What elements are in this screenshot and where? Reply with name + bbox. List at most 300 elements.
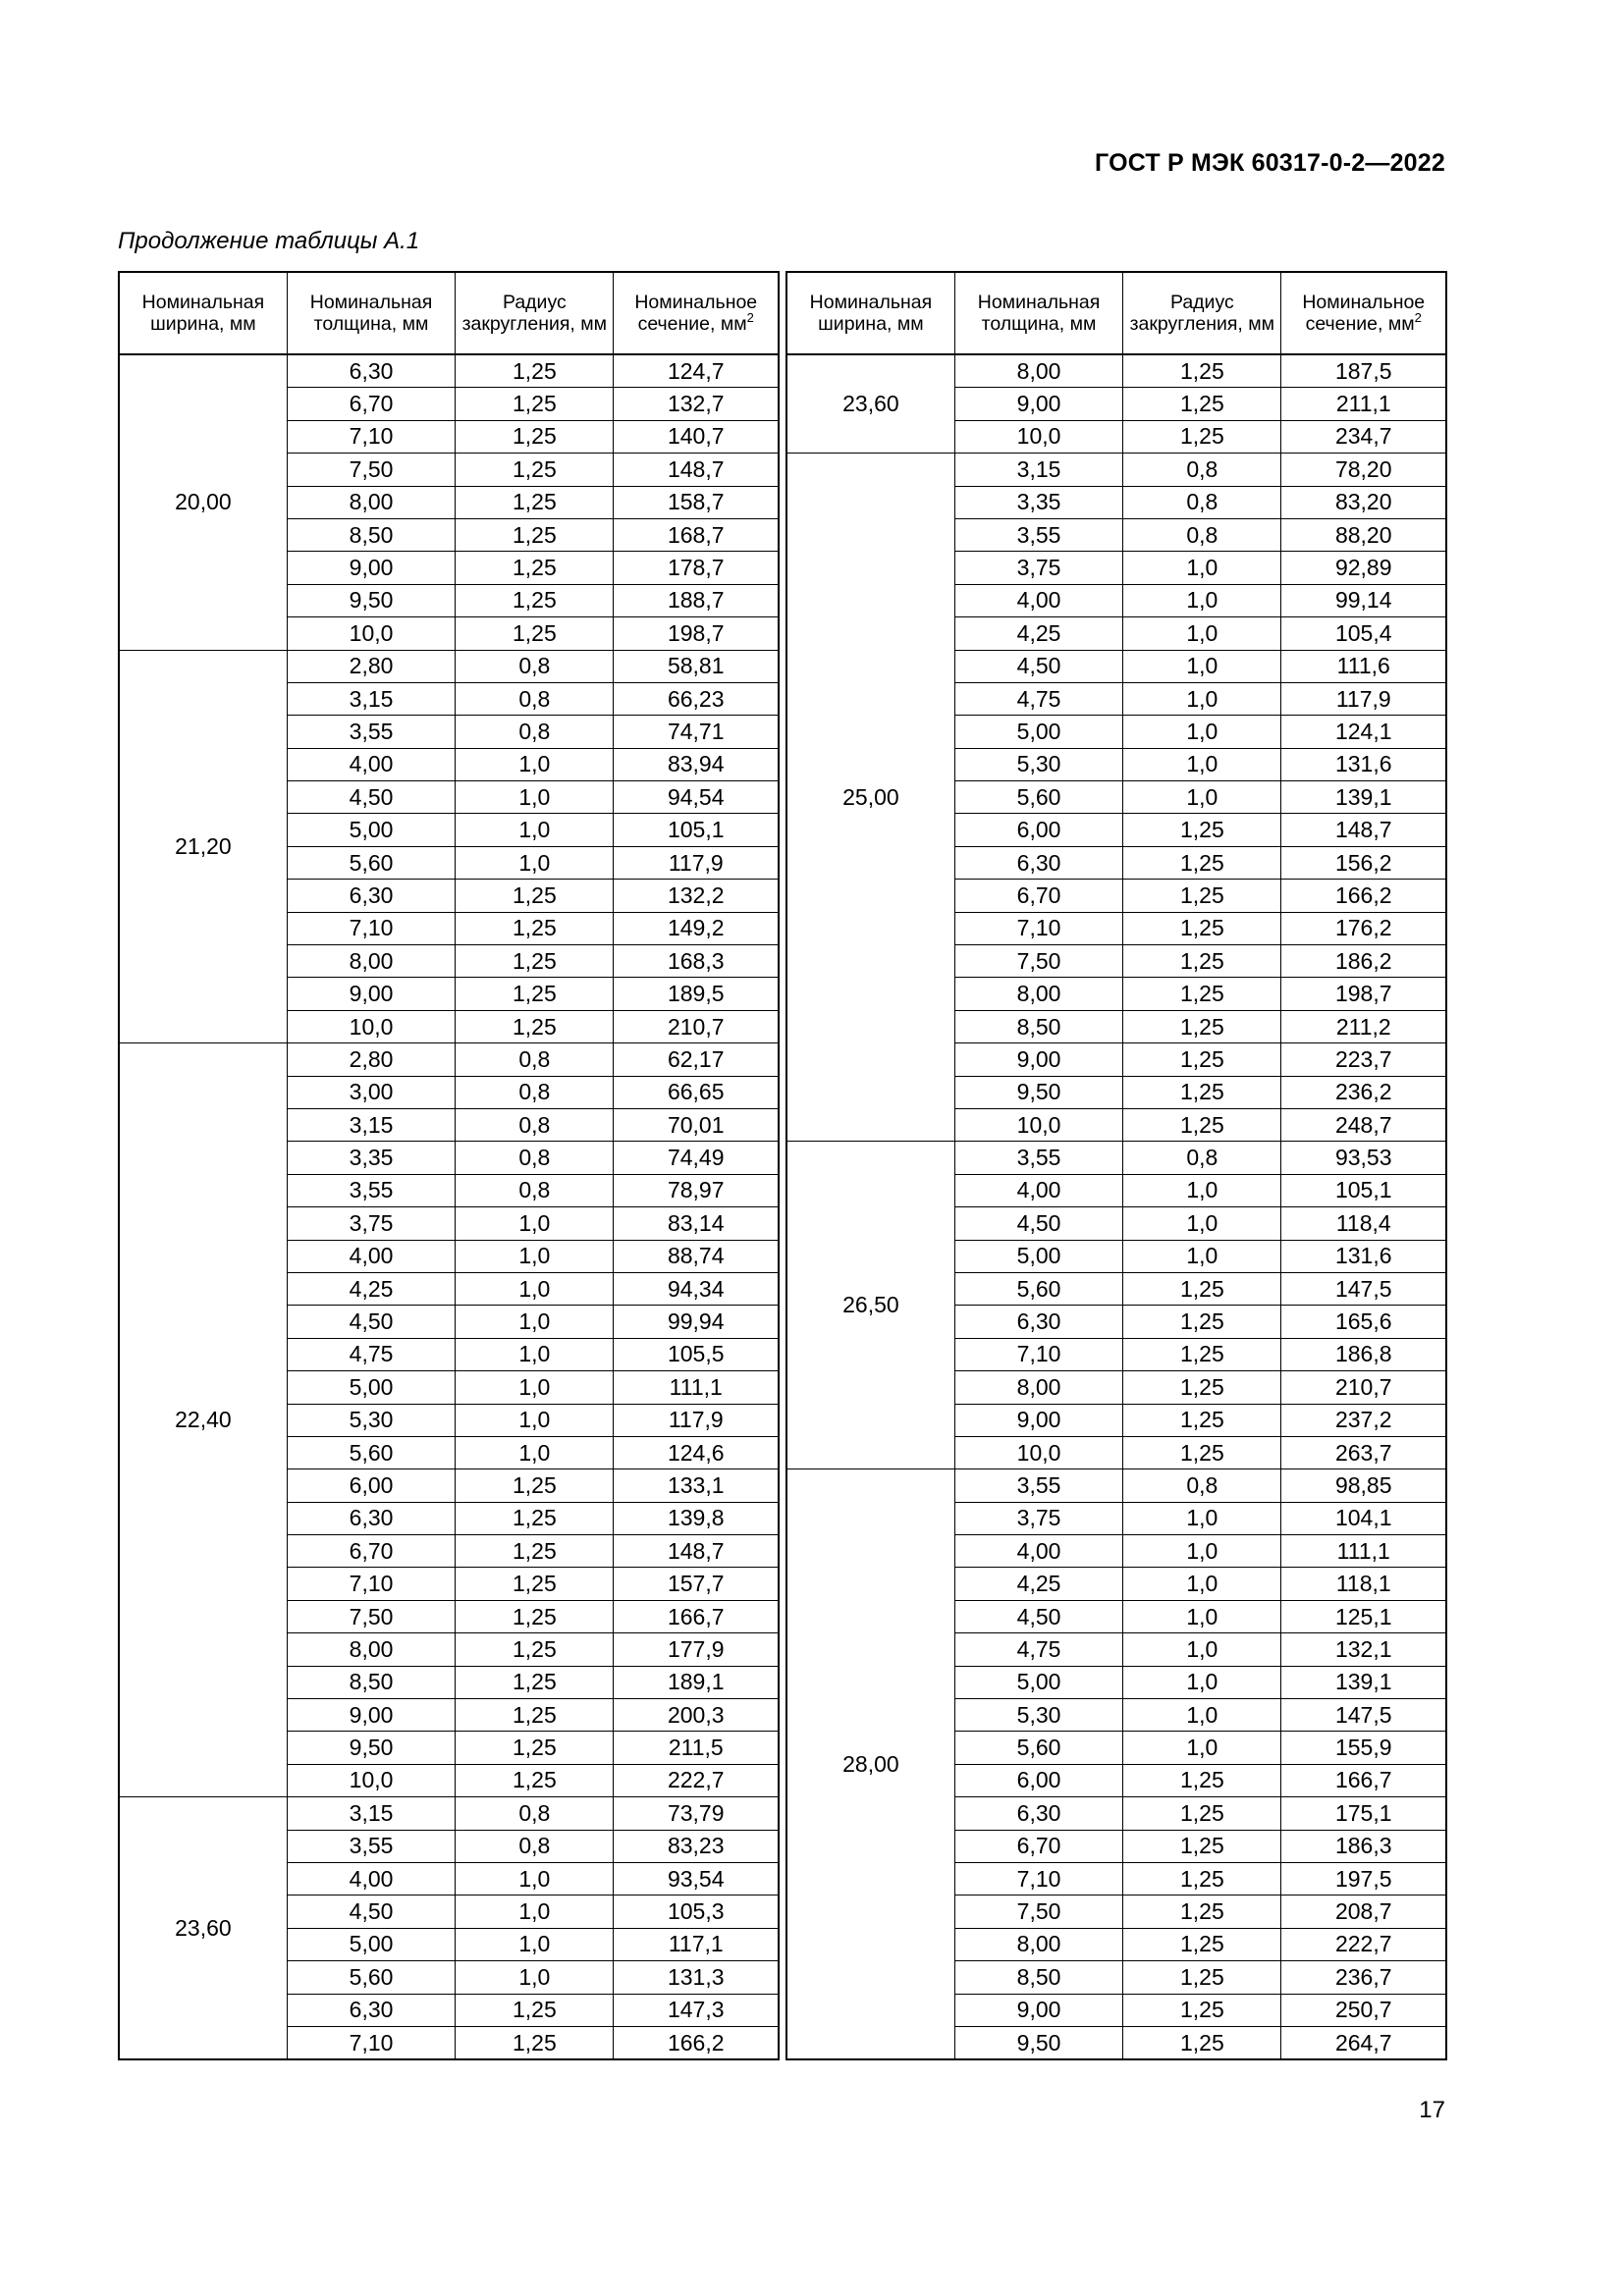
section-cell: 210,7 — [614, 1010, 779, 1042]
radius-cell: 1,25 — [456, 454, 614, 486]
right-table-body — [786, 354, 1446, 2059]
section-cell: 149,2 — [614, 912, 779, 944]
radius-cell: 1,25 — [1123, 1108, 1281, 1141]
thickness-cell: 5,30 — [954, 1699, 1122, 1732]
radius-cell: 1,25 — [1123, 1961, 1281, 1994]
radius-cell: 1,0 — [1123, 1699, 1281, 1732]
thickness-cell: 7,10 — [287, 2026, 455, 2059]
section-cell: 176,2 — [1281, 912, 1446, 944]
section-cell: 105,4 — [1281, 617, 1446, 650]
radius-cell: 1,25 — [456, 1535, 614, 1568]
radius-cell: 1,0 — [456, 1371, 614, 1404]
section-cell: 188,7 — [614, 584, 779, 616]
thickness-cell: 9,00 — [954, 1404, 1122, 1436]
section-cell: 93,53 — [1281, 1142, 1446, 1174]
section-cell: 131,3 — [614, 1961, 779, 1994]
thickness-cell: 9,00 — [954, 1994, 1122, 2026]
section-cell: 94,54 — [614, 781, 779, 814]
thickness-cell: 9,50 — [287, 1732, 455, 1764]
section-cell: 166,2 — [614, 2026, 779, 2059]
section-cell: 236,2 — [1281, 1076, 1446, 1108]
radius-cell: 1,25 — [1123, 1306, 1281, 1338]
thickness-cell: 4,00 — [954, 584, 1122, 616]
section-cell: 104,1 — [1281, 1502, 1446, 1534]
thickness-cell: 9,50 — [287, 584, 455, 616]
section-cell: 198,7 — [614, 617, 779, 650]
radius-cell: 1,25 — [1123, 1338, 1281, 1370]
section-cell: 263,7 — [1281, 1436, 1446, 1468]
radius-cell: 1,25 — [456, 880, 614, 912]
radius-cell: 0,8 — [456, 1830, 614, 1862]
thickness-cell: 4,25 — [954, 1568, 1122, 1600]
radius-cell: 1,0 — [1123, 1568, 1281, 1600]
section-cell: 168,7 — [614, 518, 779, 551]
section-cell: 178,7 — [614, 552, 779, 584]
thickness-cell: 8,00 — [954, 1371, 1122, 1404]
radius-cell: 1,25 — [456, 1633, 614, 1666]
width-cell: 20,00 — [119, 354, 287, 650]
radius-cell: 1,25 — [456, 1568, 614, 1600]
radius-cell: 0,8 — [456, 1076, 614, 1108]
radius-cell: 1,25 — [456, 1994, 614, 2026]
thickness-cell: 5,60 — [287, 846, 455, 879]
section-cell: 189,5 — [614, 978, 779, 1010]
thickness-cell: 3,75 — [954, 1502, 1122, 1534]
thickness-cell: 6,00 — [287, 1469, 455, 1502]
section-cell: 157,7 — [614, 1568, 779, 1600]
table-row — [119, 1797, 779, 1830]
thickness-cell: 8,00 — [954, 354, 1122, 388]
section-cell: 70,01 — [614, 1108, 779, 1141]
thickness-cell: 4,50 — [954, 650, 1122, 682]
section-cell: 210,7 — [1281, 1371, 1446, 1404]
thickness-cell: 6,70 — [954, 880, 1122, 912]
thickness-cell: 10,0 — [287, 1764, 455, 1796]
radius-cell: 0,8 — [1123, 518, 1281, 551]
section-cell: 105,1 — [1281, 1174, 1446, 1206]
thickness-cell: 7,10 — [287, 420, 455, 453]
section-cell: 165,6 — [1281, 1306, 1446, 1338]
thickness-cell: 10,0 — [287, 1010, 455, 1042]
radius-cell: 1,0 — [1123, 748, 1281, 780]
radius-cell: 1,25 — [456, 518, 614, 551]
section-cell: 132,1 — [1281, 1633, 1446, 1666]
section-cell: 66,23 — [614, 682, 779, 715]
section-cell: 83,20 — [1281, 486, 1446, 518]
thickness-cell: 4,50 — [954, 1207, 1122, 1240]
radius-cell: 1,25 — [456, 1600, 614, 1632]
radius-cell: 1,0 — [1123, 1535, 1281, 1568]
section-cell: 147,5 — [1281, 1272, 1446, 1305]
thickness-cell: 2,80 — [287, 650, 455, 682]
radius-cell: 1,25 — [456, 1010, 614, 1042]
radius-cell: 0,8 — [456, 716, 614, 748]
radius-cell: 1,25 — [1123, 1764, 1281, 1796]
thickness-cell: 10,0 — [287, 617, 455, 650]
radius-cell: 1,0 — [456, 1862, 614, 1895]
section-cell: 211,5 — [614, 1732, 779, 1764]
thickness-cell: 5,00 — [287, 1371, 455, 1404]
radius-cell: 1,25 — [456, 420, 614, 453]
left-table-body — [119, 354, 779, 2059]
thickness-cell: 5,60 — [287, 1961, 455, 1994]
col-header-radius: Радиус закругления, мм — [1123, 272, 1281, 354]
radius-cell: 1,25 — [1123, 978, 1281, 1010]
radius-cell: 1,0 — [1123, 1600, 1281, 1632]
thickness-cell: 7,50 — [287, 1600, 455, 1632]
col-header-width: Номинальная ширина, мм — [119, 272, 287, 354]
section-cell: 98,85 — [1281, 1469, 1446, 1502]
thickness-cell: 3,75 — [287, 1207, 455, 1240]
radius-cell: 1,25 — [456, 552, 614, 584]
radius-cell: 1,25 — [456, 2026, 614, 2059]
radius-cell: 1,25 — [1123, 388, 1281, 420]
thickness-cell: 4,25 — [287, 1272, 455, 1305]
header-row — [119, 272, 779, 354]
section-cell: 223,7 — [1281, 1043, 1446, 1076]
radius-cell: 1,0 — [456, 1961, 614, 1994]
section-cell: 177,9 — [614, 1633, 779, 1666]
page-number: 17 — [1419, 2097, 1445, 2123]
section-cell: 99,94 — [614, 1306, 779, 1338]
section-cell: 125,1 — [1281, 1600, 1446, 1632]
thickness-cell: 6,30 — [954, 846, 1122, 879]
section-cell: 74,49 — [614, 1142, 779, 1174]
thickness-cell: 9,50 — [954, 2026, 1122, 2059]
thickness-cell: 7,10 — [954, 912, 1122, 944]
width-cell: 23,60 — [119, 1797, 287, 2060]
thickness-cell: 3,75 — [954, 552, 1122, 584]
section-cell: 186,3 — [1281, 1830, 1446, 1862]
radius-cell: 1,25 — [1123, 1994, 1281, 2026]
section-cell: 66,65 — [614, 1076, 779, 1108]
thickness-cell: 4,25 — [954, 617, 1122, 650]
width-cell: 28,00 — [786, 1469, 954, 2060]
section-cell: 222,7 — [614, 1764, 779, 1796]
section-cell: 117,9 — [614, 1404, 779, 1436]
thickness-cell: 5,00 — [954, 1240, 1122, 1272]
thickness-cell: 3,00 — [287, 1076, 455, 1108]
radius-cell: 1,25 — [1123, 354, 1281, 388]
radius-cell: 1,0 — [1123, 1207, 1281, 1240]
section-label: Номинальное сечение, мм — [634, 292, 758, 335]
thickness-cell: 4,00 — [954, 1535, 1122, 1568]
section-cell: 222,7 — [1281, 1928, 1446, 1960]
radius-cell: 1,0 — [1123, 716, 1281, 748]
thickness-cell: 4,50 — [287, 781, 455, 814]
radius-cell: 1,0 — [456, 781, 614, 814]
section-cell: 264,7 — [1281, 2026, 1446, 2059]
radius-cell: 1,0 — [456, 1338, 614, 1370]
radius-cell: 0,8 — [456, 1108, 614, 1141]
radius-cell: 1,25 — [1123, 880, 1281, 912]
thickness-cell: 5,00 — [287, 814, 455, 846]
radius-cell: 1,0 — [1123, 1240, 1281, 1272]
thickness-cell: 6,00 — [954, 814, 1122, 846]
radius-cell: 1,25 — [456, 945, 614, 978]
section-cell: 99,14 — [1281, 584, 1446, 616]
width-cell: 21,20 — [119, 650, 287, 1043]
section-cell: 148,7 — [614, 1535, 779, 1568]
col-header-section — [614, 272, 779, 354]
section-cell: 186,8 — [1281, 1338, 1446, 1370]
thickness-cell: 9,00 — [287, 978, 455, 1010]
section-cell: 139,8 — [614, 1502, 779, 1534]
section-cell: 124,7 — [614, 354, 779, 388]
thickness-cell: 9,00 — [287, 1699, 455, 1732]
thickness-cell: 10,0 — [954, 420, 1122, 453]
radius-cell: 1,25 — [456, 1666, 614, 1698]
radius-cell: 0,8 — [456, 1142, 614, 1174]
radius-cell: 1,25 — [1123, 2026, 1281, 2059]
header-row — [786, 272, 1446, 354]
section-cell: 132,7 — [614, 388, 779, 420]
thickness-cell: 8,50 — [954, 1961, 1122, 1994]
thickness-cell: 3,55 — [287, 716, 455, 748]
section-cell: 94,34 — [614, 1272, 779, 1305]
radius-cell: 1,0 — [1123, 1502, 1281, 1534]
section-cell: 211,1 — [1281, 388, 1446, 420]
section-cell: 189,1 — [614, 1666, 779, 1698]
thickness-cell: 8,00 — [287, 1633, 455, 1666]
section-cell: 158,7 — [614, 486, 779, 518]
thickness-cell: 3,15 — [287, 1797, 455, 1830]
section-cell: 155,9 — [1281, 1732, 1446, 1764]
thickness-cell: 6,30 — [954, 1306, 1122, 1338]
radius-cell: 1,0 — [456, 1436, 614, 1468]
width-cell: 26,50 — [786, 1142, 954, 1469]
thickness-cell: 5,60 — [954, 781, 1122, 814]
section-cell: 211,2 — [1281, 1010, 1446, 1042]
radius-cell: 1,0 — [1123, 584, 1281, 616]
radius-cell: 1,25 — [456, 486, 614, 518]
thickness-cell: 7,10 — [954, 1862, 1122, 1895]
thickness-cell: 3,55 — [287, 1830, 455, 1862]
radius-cell: 1,25 — [1123, 1862, 1281, 1895]
thickness-cell: 9,00 — [954, 388, 1122, 420]
radius-cell: 1,25 — [1123, 1404, 1281, 1436]
width-cell: 23,60 — [786, 354, 954, 454]
radius-cell: 1,25 — [1123, 912, 1281, 944]
thickness-cell: 5,00 — [287, 1928, 455, 1960]
thickness-cell: 9,50 — [954, 1076, 1122, 1108]
thickness-cell: 3,55 — [954, 1469, 1122, 1502]
section-cell: 83,94 — [614, 748, 779, 780]
radius-cell: 1,0 — [456, 1272, 614, 1305]
thickness-cell: 10,0 — [954, 1436, 1122, 1468]
left-table — [118, 271, 780, 2060]
radius-cell: 1,25 — [1123, 1010, 1281, 1042]
radius-cell: 1,0 — [1123, 682, 1281, 715]
radius-cell: 1,0 — [1123, 617, 1281, 650]
table-row — [119, 1043, 779, 1076]
section-cell: 78,97 — [614, 1174, 779, 1206]
radius-cell: 1,0 — [456, 1207, 614, 1240]
section-cell: 58,81 — [614, 650, 779, 682]
thickness-cell: 4,50 — [287, 1306, 455, 1338]
radius-cell: 1,25 — [456, 1699, 614, 1732]
section-cell: 124,6 — [614, 1436, 779, 1468]
thickness-cell: 10,0 — [954, 1108, 1122, 1141]
thickness-cell: 7,50 — [954, 1896, 1122, 1928]
section-cell: 200,3 — [614, 1699, 779, 1732]
radius-cell: 1,25 — [1123, 945, 1281, 978]
section-superscript: 2 — [1414, 310, 1422, 325]
radius-cell: 1,0 — [456, 1404, 614, 1436]
thickness-cell: 7,10 — [954, 1338, 1122, 1370]
section-cell: 197,5 — [1281, 1862, 1446, 1895]
thickness-cell: 6,30 — [287, 880, 455, 912]
radius-cell: 1,25 — [456, 617, 614, 650]
section-cell: 234,7 — [1281, 420, 1446, 453]
radius-cell: 1,0 — [1123, 552, 1281, 584]
radius-cell: 1,25 — [1123, 1371, 1281, 1404]
radius-cell: 0,8 — [1123, 1142, 1281, 1174]
radius-cell: 1,25 — [1123, 1076, 1281, 1108]
thickness-cell: 4,75 — [954, 682, 1122, 715]
table-row — [119, 354, 779, 388]
radius-cell: 1,0 — [456, 1240, 614, 1272]
section-cell: 118,1 — [1281, 1568, 1446, 1600]
radius-cell: 0,8 — [1123, 454, 1281, 486]
thickness-cell: 4,00 — [954, 1174, 1122, 1206]
section-cell: 148,7 — [614, 454, 779, 486]
thickness-cell: 3,15 — [954, 454, 1122, 486]
section-cell: 147,3 — [614, 1994, 779, 2026]
radius-cell: 1,25 — [1123, 420, 1281, 453]
section-label: Номинальное сечение, мм — [1302, 292, 1426, 335]
thickness-cell: 6,00 — [954, 1764, 1122, 1796]
section-cell: 187,5 — [1281, 354, 1446, 388]
section-cell: 237,2 — [1281, 1404, 1446, 1436]
thickness-cell: 3,15 — [287, 1108, 455, 1141]
section-cell: 186,2 — [1281, 945, 1446, 978]
radius-cell: 1,0 — [1123, 1174, 1281, 1206]
section-cell: 117,1 — [614, 1928, 779, 1960]
thickness-cell: 6,70 — [287, 1535, 455, 1568]
radius-cell: 1,0 — [456, 1896, 614, 1928]
thickness-cell: 3,55 — [954, 1142, 1122, 1174]
table-row — [786, 354, 1446, 388]
section-cell: 168,3 — [614, 945, 779, 978]
radius-cell: 1,0 — [1123, 781, 1281, 814]
section-cell: 156,2 — [1281, 846, 1446, 879]
section-cell: 111,6 — [1281, 650, 1446, 682]
section-cell: 83,14 — [614, 1207, 779, 1240]
col-header-radius: Радиус закругления, мм — [456, 272, 614, 354]
table-row — [119, 650, 779, 682]
thickness-cell: 4,75 — [287, 1338, 455, 1370]
radius-cell: 1,25 — [456, 1732, 614, 1764]
thickness-cell: 5,60 — [954, 1272, 1122, 1305]
section-cell: 111,1 — [614, 1371, 779, 1404]
section-cell: 74,71 — [614, 716, 779, 748]
thickness-cell: 6,70 — [954, 1830, 1122, 1862]
radius-cell: 1,0 — [456, 846, 614, 879]
table-row — [786, 454, 1446, 486]
radius-cell: 1,25 — [456, 978, 614, 1010]
section-cell: 105,5 — [614, 1338, 779, 1370]
radius-cell: 1,0 — [456, 1928, 614, 1960]
thickness-cell: 5,60 — [287, 1436, 455, 1468]
section-cell: 111,1 — [1281, 1535, 1446, 1568]
radius-cell: 0,8 — [456, 1797, 614, 1830]
thickness-cell: 4,75 — [954, 1633, 1122, 1666]
section-cell: 133,1 — [614, 1469, 779, 1502]
radius-cell: 1,25 — [456, 584, 614, 616]
col-header-section — [1281, 272, 1446, 354]
section-cell: 78,20 — [1281, 454, 1446, 486]
radius-cell: 1,25 — [1123, 1043, 1281, 1076]
thickness-cell: 8,50 — [287, 518, 455, 551]
section-cell: 124,1 — [1281, 716, 1446, 748]
radius-cell: 1,25 — [1123, 1928, 1281, 1960]
radius-cell: 1,25 — [456, 1502, 614, 1534]
radius-cell: 1,0 — [456, 814, 614, 846]
radius-cell: 1,25 — [1123, 1896, 1281, 1928]
thickness-cell: 4,50 — [287, 1896, 455, 1928]
section-cell: 198,7 — [1281, 978, 1446, 1010]
width-cell: 25,00 — [786, 454, 954, 1142]
thickness-cell: 6,30 — [287, 354, 455, 388]
thickness-cell: 9,00 — [954, 1043, 1122, 1076]
thickness-cell: 6,30 — [287, 1502, 455, 1534]
section-cell: 88,74 — [614, 1240, 779, 1272]
radius-cell: 1,25 — [1123, 1830, 1281, 1862]
section-cell: 175,1 — [1281, 1797, 1446, 1830]
right-table — [785, 271, 1447, 2060]
radius-cell: 1,25 — [1123, 1272, 1281, 1305]
thickness-cell: 7,10 — [287, 1568, 455, 1600]
radius-cell: 0,8 — [456, 650, 614, 682]
radius-cell: 1,25 — [456, 388, 614, 420]
section-cell: 139,1 — [1281, 781, 1446, 814]
thickness-cell: 7,50 — [287, 454, 455, 486]
table-row — [786, 1469, 1446, 1502]
thickness-cell: 6,30 — [954, 1797, 1122, 1830]
section-cell: 117,9 — [1281, 682, 1446, 715]
radius-cell: 1,25 — [456, 354, 614, 388]
section-cell: 248,7 — [1281, 1108, 1446, 1141]
section-cell: 166,2 — [1281, 880, 1446, 912]
section-cell: 92,89 — [1281, 552, 1446, 584]
radius-cell: 1,0 — [456, 1306, 614, 1338]
thickness-cell: 6,30 — [287, 1994, 455, 2026]
section-cell: 147,5 — [1281, 1699, 1446, 1732]
section-cell: 105,3 — [614, 1896, 779, 1928]
radius-cell: 1,0 — [1123, 1666, 1281, 1698]
wire-dimensions-table — [118, 271, 1447, 2060]
thickness-cell: 9,00 — [287, 552, 455, 584]
section-cell: 236,7 — [1281, 1961, 1446, 1994]
thickness-cell: 3,55 — [287, 1174, 455, 1206]
radius-cell: 1,25 — [1123, 814, 1281, 846]
thickness-cell: 8,00 — [287, 945, 455, 978]
col-header-thickness: Номинальная толщина, мм — [287, 272, 455, 354]
radius-cell: 1,25 — [456, 1764, 614, 1796]
radius-cell: 1,25 — [456, 912, 614, 944]
thickness-cell: 8,50 — [954, 1010, 1122, 1042]
thickness-cell: 3,55 — [954, 518, 1122, 551]
thickness-cell: 7,10 — [287, 912, 455, 944]
section-cell: 117,9 — [614, 846, 779, 879]
section-cell: 166,7 — [614, 1600, 779, 1632]
thickness-cell: 3,35 — [287, 1142, 455, 1174]
section-cell: 140,7 — [614, 420, 779, 453]
document-code: ГОСТ Р МЭК 60317-0-2—2022 — [1095, 149, 1445, 177]
thickness-cell: 5,00 — [954, 716, 1122, 748]
thickness-cell: 3,35 — [954, 486, 1122, 518]
